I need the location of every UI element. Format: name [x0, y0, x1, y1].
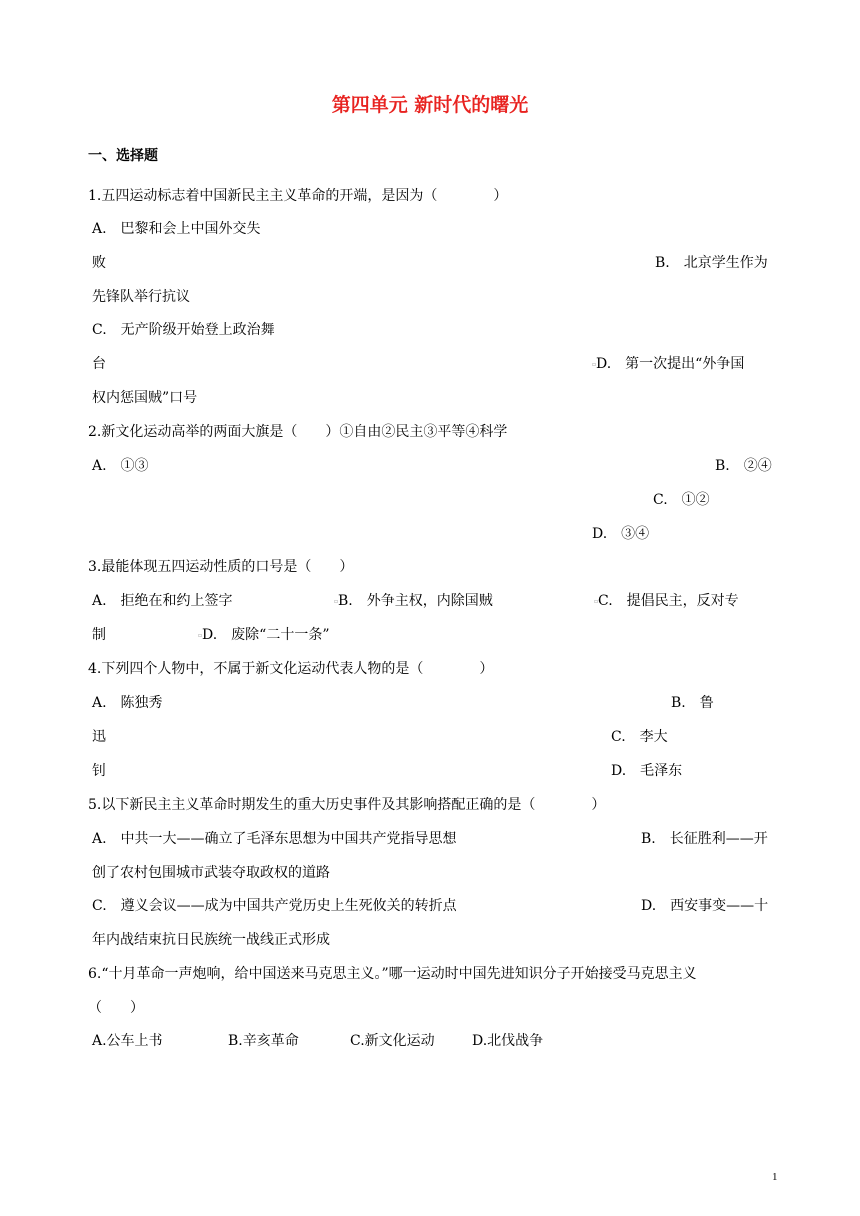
question-1-option-d-cont: 权内惩国贼”口号 [92, 390, 198, 406]
question-1-option-c: C. 无产阶级开始登上政治舞 [92, 322, 275, 338]
question-4-option-c-cont: 钊 [92, 763, 106, 779]
question-1-option-c-cont: 台 [92, 356, 106, 372]
question-6-option-d: D.北伐战争 [472, 1033, 544, 1049]
section-heading: 一、选择题 [88, 148, 158, 164]
question-6-stem-cont: （ ） [88, 1000, 144, 1016]
anchor-mark: ▫ [594, 598, 599, 605]
question-5-option-a: A. 中共一大——确立了毛泽东思想为中国共产党指导思想 [92, 831, 457, 847]
question-3-option-c-cont: 制 [92, 627, 106, 643]
question-6-option-c: C.新文化运动 [350, 1033, 435, 1049]
question-5-option-d: D. 西安事变——十 [641, 898, 769, 914]
question-2-stem: 2.新文化运动高举的两面大旗是（ ）①自由②民主③平等④科学 [88, 424, 508, 440]
question-2-option-d: D. ③④ [592, 526, 650, 542]
question-3-option-b: B. 外争主权，内除国贼 [338, 593, 493, 609]
question-5-option-c: C. 遵义会议——成为中国共产党历史上生死攸关的转折点 [92, 898, 457, 914]
question-2-option-a: A. ①③ [92, 458, 149, 474]
anchor-mark: ▫ [334, 598, 339, 605]
question-5-option-b: B. 长征胜利——开 [641, 831, 768, 847]
question-4-option-d: D. 毛泽东 [611, 763, 683, 779]
anchor-mark: ▫ [592, 361, 597, 368]
question-6-stem: 6.“十月革命一声炮响，给中国送来马克思主义。”哪一运动时中国先进知识分子开始接受马克思主义 [88, 966, 697, 982]
page-number: 1 [772, 1171, 778, 1183]
question-1-option-a-cont: 败 [92, 255, 106, 271]
question-2-option-c: C. ①② [653, 492, 710, 508]
question-1-option-b-cont: 先锋队举行抗议 [92, 289, 190, 305]
page-title: 第四单元 新时代的曙光 [331, 94, 529, 116]
question-1-stem: 1.五四运动标志着中国新民主主义革命的开端，是因为（ ） [88, 188, 508, 204]
question-4-stem: 4.下列四个人物中，不属于新文化运动代表人物的是（ ） [88, 661, 494, 677]
question-2-option-b: B. ②④ [715, 458, 772, 474]
question-6-option-b: B.辛亥革命 [228, 1033, 299, 1049]
question-4-option-b: B. 鲁 [671, 695, 714, 711]
question-1-option-b: B. 北京学生作为 [655, 255, 768, 271]
question-3-option-c: C. 提倡民主，反对专 [598, 593, 739, 609]
question-3-stem: 3.最能体现五四运动性质的口号是（ ） [88, 559, 354, 575]
question-5-option-d-cont: 年内战结束抗日民族统一战线正式形成 [92, 932, 330, 948]
question-5-stem: 5.以下新民主主义革命时期发生的重大历史事件及其影响搭配正确的是（ ） [88, 797, 606, 813]
question-5-option-b-cont: 创了农村包围城市武装夺取政权的道路 [92, 865, 330, 881]
question-4-option-a: A. 陈独秀 [92, 695, 163, 711]
question-3-option-a: A. 拒绝在和约上签字 [92, 593, 233, 609]
question-4-option-c: C. 李大 [611, 729, 668, 745]
question-3-option-d: D. 废除“二十一条” [202, 627, 330, 643]
question-6-option-a: A.公车上书 [92, 1033, 163, 1049]
question-4-option-b-cont: 迅 [92, 729, 106, 745]
anchor-mark: ▫ [198, 632, 203, 639]
question-1-option-a: A. 巴黎和会上中国外交失 [92, 221, 261, 237]
question-1-option-d: D. 第一次提出“外争国 [596, 356, 745, 372]
